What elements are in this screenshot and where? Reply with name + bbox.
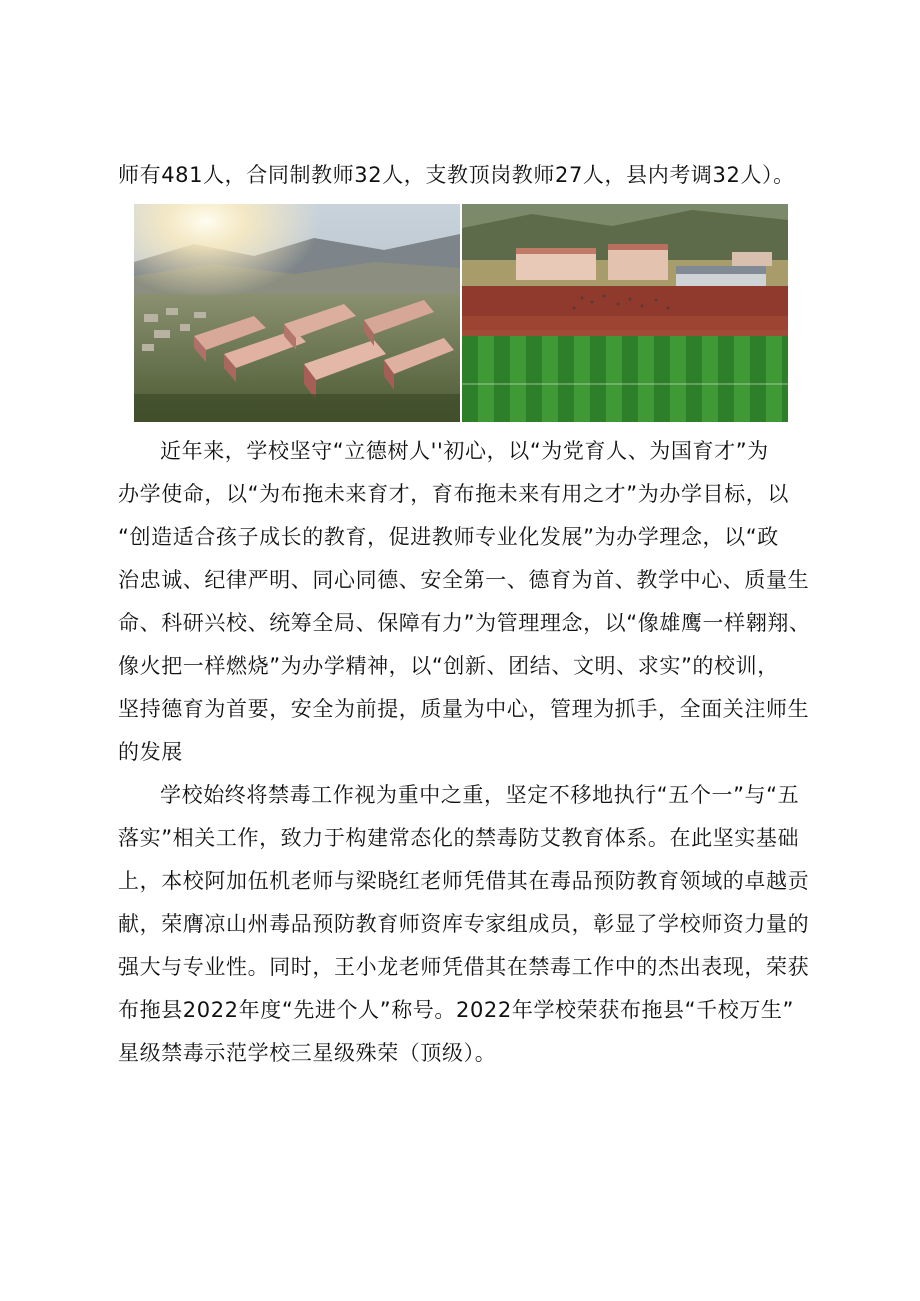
campus-sports-field-photo <box>462 204 788 422</box>
campus-aerial-photo-icon <box>134 204 460 422</box>
paragraph-2-line-2: 落实”相关工作，致力于构建常态化的禁毒防艾教育体系。在此坚实基础 <box>118 826 800 850</box>
paragraph-2-line-4: 献，荣膺凉山州毒品预防教育师资库专家组成员，彰显了学校师资力量的 <box>118 912 810 936</box>
campus-aerial-photo <box>134 204 460 422</box>
paragraph-1-line-5: 命、科研兴校、统筹全局、保障有力”为管理理念，以“像雄鹰一样翱翔、 <box>118 611 811 635</box>
paragraph-1-line-3: “创造适合孩子成长的教育，促进教师专业化发展”为办学理念，以“政 <box>118 525 779 549</box>
paragraph-1-line-4: 治忠诚、纪律严明、同心同德、安全第一、德育为首、教学中心、质量生 <box>118 568 810 592</box>
paragraph-1-line-8: 的发展 <box>118 740 183 764</box>
paragraph-1-line-2: 办学使命，以“为布拖未来育才，育布拖未来有用之才”为办学目标，以 <box>118 482 789 506</box>
paragraph-2-line-5: 强大与专业性。同时，王小龙老师凭借其在禁毒工作中的杰出表现，荣获 <box>118 955 810 979</box>
top-line: 师有481人，合同制教师32人，支教顶岗教师27人，县内考调32人）。 <box>118 163 795 187</box>
paragraph-2-line-7: 星级禁毒示范学校三星级殊荣（顶级）。 <box>118 1041 497 1065</box>
paragraph-2-line-1: 学校始终将禁毒工作视为重中之重，坚定不移地执行“五个一”与“五 <box>160 783 800 807</box>
paragraph-1-line-6: 像火把一样燃烧”为办学精神，以“创新、团结、文明、求实”的校训， <box>118 654 779 678</box>
campus-sports-field-photo-icon <box>462 204 788 422</box>
paragraph-1-line-7: 坚持德育为首要，安全为前提，质量为中心，管理为抓手，全面关注师生 <box>118 697 810 721</box>
paragraph-2-line-6: 布拖县2022年度“先进个人”称号。2022年学校荣获布拖县“千校万生” <box>118 998 795 1022</box>
paragraph-1-line-1: 近年来，学校坚守“立德树人''初心，以“为党育人、为国育才”为 <box>160 439 769 463</box>
paragraph-2-line-3: 上，本校阿加伍机老师与梁晓红老师凭借其在毒品预防教育领域的卓越贡 <box>118 869 810 893</box>
